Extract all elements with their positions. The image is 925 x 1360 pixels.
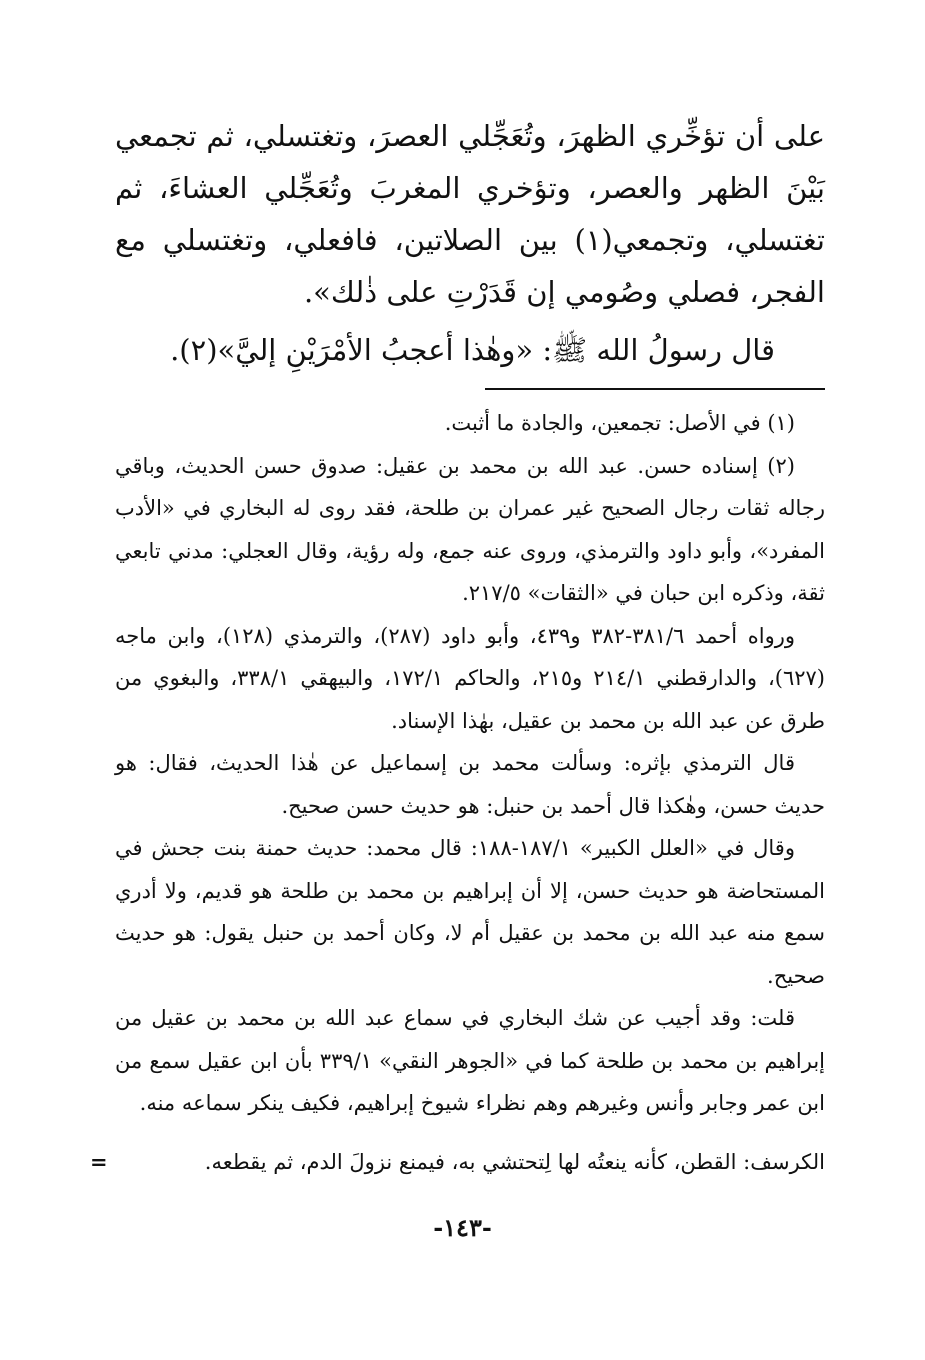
continuation-mark: = bbox=[90, 1149, 108, 1174]
footnote-2: (٢) إسناده حسن. عبد الله بن محمد بن عقيل: صدوق حسن الحديث، وباقي رجاله ثقات رجال الصحيح غير عمران بن طلحة، فقد روى له البخاري في «الأدب المفرد»، وأبو داود والترمذي، وروى عنه جمع، وله رؤية، وقال العجلي: مدني تابعي ثقة، وذكره ابن حبان في «الثقات» ٢١٧/٥. bbox=[115, 453, 825, 605]
footnote-2-sources: ورواه أحمد ٣٨١/٦-٣٨٢ و٤٣٩، وأبو داود (٢٨٧)، والترمذي (١٢٨)، وابن ماجه (٦٢٧)، والدارقطني ٢١٤/١ و٢١٥، والحاكم ١٧٢/١، والبيهقي ٣٣٨/١، والبغوي من طرق عن عبد الله بن محمد بن عقيل، بهٰذا الإسناد. bbox=[115, 623, 825, 733]
footnote-2-comment: قلت: وقد أجيب عن شك البخاري في سماع عبد الله بن محمد بن عقيل من إبراهيم بن محمد بن طلحة كما في «الجوهر النقي» ٣٣٩/١ بأن ابن عقيل سمع من ابن عمر وجابر وأنس وغيرهم وهم نظراء شيوخ إبراهيم، فكيف ينكر سماعه منه. bbox=[115, 1006, 826, 1115]
prophet-quote: قال رسولُ الله ﷺ: «وهٰذا أعجبُ الأمْرَيْنِ إليَّ»(٢). bbox=[170, 333, 775, 367]
main-text bbox=[115, 110, 825, 376]
gloss-note: الكرسف: القطن، كأنه ينعتُه لها لِتحتشي به، فيمنع نزولَ الدم، ثم يقطعه. bbox=[204, 1150, 825, 1174]
footnote-1: (١) في الأصل: تجمعين، والجادة ما أثبت. bbox=[444, 411, 795, 435]
footnote-2-ilal: وقال في «العلل الكبير» ١٨٧/١-١٨٨: قال محمد: حديث حمنة بنت جحش في المستحاضة هو حديث حسن، إلا أن إبراهيم بن محمد بن طلحة هو قديم، ولا أدري سمع منه عبد الله بن محمد بن عقيل أم لا، وكان أحمد بن حنبل يقول: هو حديث صحيح. bbox=[115, 836, 825, 988]
footnote-2-tirmidhi: قال الترمذي بإثره: وسألت محمد بن إسماعيل عن هٰذا الحديث، فقال: هو حديث حسن، وهٰكذا قال أحمد بن حنبل: هو حديث حسن صحيح. bbox=[115, 751, 825, 818]
main-paragraph: على أن تؤخِّري الظهرَ، وتُعَجِّلي العصرَ، وتغتسلي، ثم تجمعي بَيْنَ الظهر والعصر، وتؤخري المغربَ وتُعَجِّلي العشاءَ، ثم تغتسلي، وتجمعي(١) بين الصلاتين، فافعلي، وتغتسلي مع الفجر، فصلي وصُومي إن قَدَرْتِ على ذٰلك». bbox=[115, 119, 825, 309]
page-number: -١٤٣- bbox=[433, 1213, 492, 1242]
footnote-divider bbox=[485, 388, 825, 390]
footnotes bbox=[115, 402, 825, 1125]
